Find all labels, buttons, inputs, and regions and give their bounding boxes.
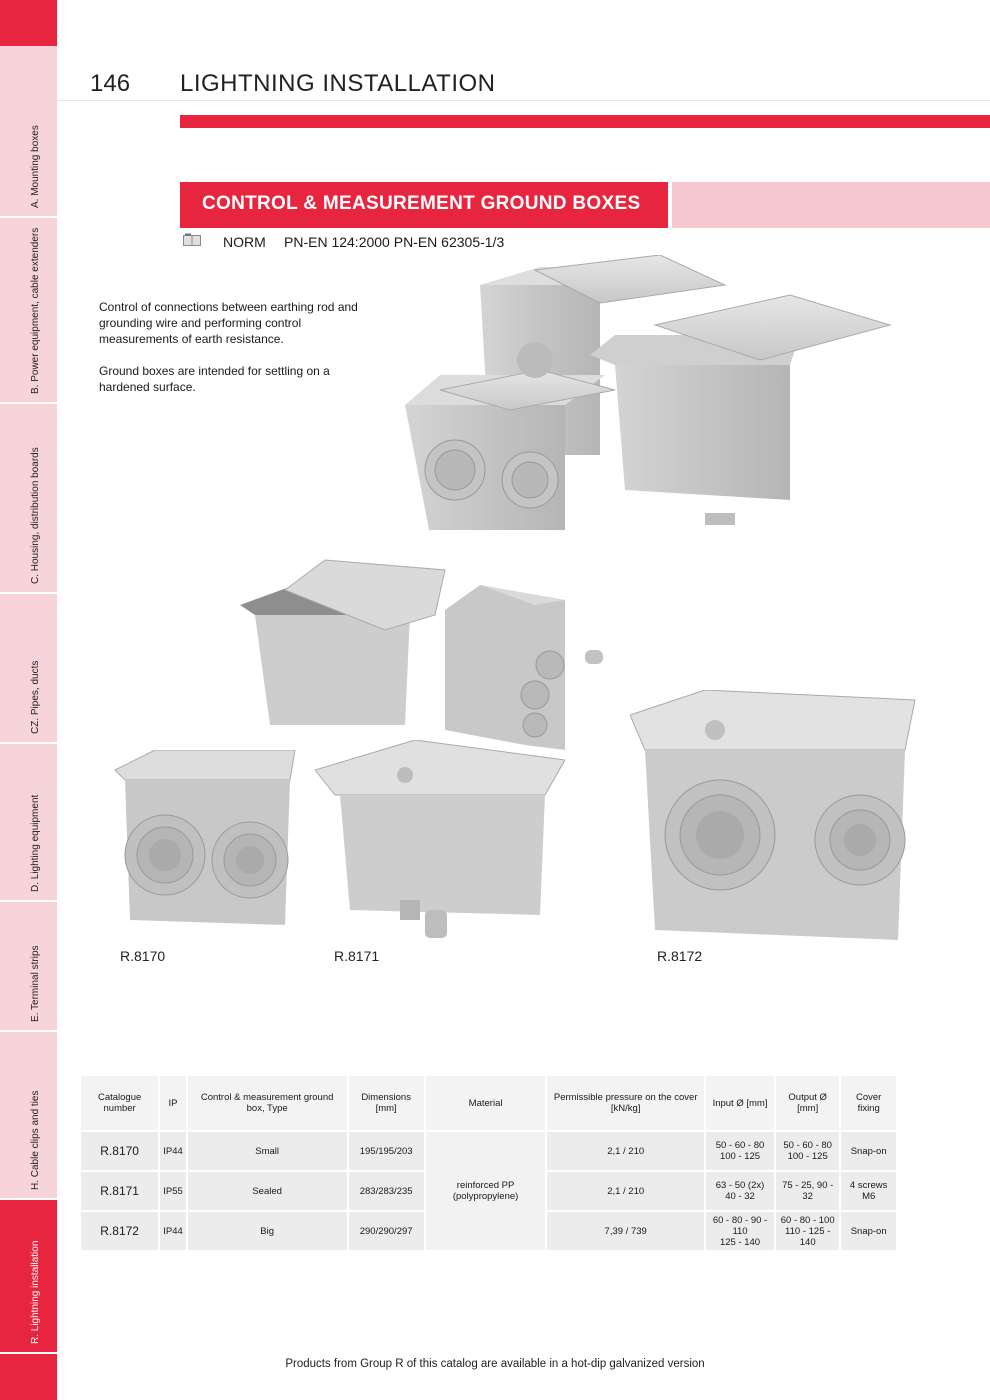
col-header-ip: IP	[160, 1076, 186, 1130]
cell-catalogue: R.8170	[81, 1132, 158, 1170]
product-pair-image	[235, 555, 615, 755]
cell-fixing: Snap-on	[841, 1212, 896, 1250]
col-header-type: Control & measurement ground box, Type	[188, 1076, 347, 1130]
sidebar-tab-cable-clips[interactable]	[0, 1032, 57, 1200]
cell-dimensions: 195/195/203	[349, 1132, 424, 1170]
sidebar-tab-label: CZ. Pipes, ducts	[30, 660, 41, 734]
cell-type: Big	[188, 1212, 347, 1250]
footer-note: Products from Group R of this catalog are available in a hot-dip galvanized version	[285, 1358, 705, 1370]
cell-output: 60 - 80 - 100 110 - 125 - 140	[776, 1212, 839, 1250]
sidebar-top-block	[0, 0, 57, 46]
col-header-input: Input Ø [mm]	[706, 1076, 774, 1130]
sidebar-tab-label: H. Cable clips and ties	[30, 1090, 41, 1190]
col-header-output: Output Ø [mm]	[776, 1076, 839, 1130]
product-image-r8171	[315, 740, 565, 940]
product-image-r8170	[110, 750, 300, 930]
cell-output: 75 - 25, 90 - 32	[776, 1172, 839, 1210]
cell-pressure: 2,1 / 210	[547, 1132, 704, 1170]
sidebar-tab-terminal-strips[interactable]	[0, 902, 57, 1032]
cell-input: 50 - 60 - 80 100 - 125	[706, 1132, 774, 1170]
cell-dimensions: 283/283/235	[349, 1172, 424, 1210]
cell-catalogue: R.8172	[81, 1212, 158, 1250]
cell-catalogue: R.8171	[81, 1172, 158, 1210]
cell-type: Sealed	[188, 1172, 347, 1210]
col-header-pressure: Permissible pressure on the cover [kN/kg]	[547, 1076, 704, 1130]
product-group-image	[400, 255, 900, 530]
sidebar-tab-lighting-equipment[interactable]	[0, 744, 57, 902]
cell-fixing: Snap-on	[841, 1132, 896, 1170]
col-header-catalogue: Catalogue number	[81, 1076, 158, 1130]
product-image-r8172	[630, 690, 920, 945]
sidebar-tab-lightning-installation[interactable]	[0, 1200, 57, 1354]
sidebar-tab-label: B. Power equipment, cable extenders	[30, 227, 41, 394]
cell-ip: IP44	[160, 1132, 186, 1170]
description-paragraph: Control of connections between earthing rod and grounding wire and performing control measurements of earth resistance.	[99, 300, 358, 346]
header-divider	[57, 100, 990, 101]
page-title: LIGHTNING INSTALLATION	[180, 70, 496, 97]
section-banner-extension	[672, 182, 990, 228]
description-paragraph: Ground boxes are intended for settling on a hardened surface.	[99, 364, 330, 394]
sidebar-tab-label: E. Terminal strips	[30, 945, 41, 1022]
cell-output: 50 - 60 - 80 100 - 125	[776, 1132, 839, 1170]
cell-ip: IP44	[160, 1212, 186, 1250]
product-label-r8170: R.8170	[120, 948, 166, 964]
cell-ip: IP55	[160, 1172, 186, 1210]
product-label-r8171: R.8171	[334, 948, 380, 964]
sidebar-tab-label: A. Mounting boxes	[30, 125, 41, 208]
product-label-r8172: R.8172	[657, 948, 703, 964]
cell-pressure: 2,1 / 210	[547, 1172, 704, 1210]
sidebar	[0, 0, 57, 1400]
sidebar-tab-label: R. Lightning installation	[30, 1240, 41, 1344]
cell-fixing: 4 screws M6	[841, 1172, 896, 1210]
cell-dimensions: 290/290/297	[349, 1212, 424, 1250]
spec-table	[79, 1074, 898, 1252]
col-header-material: Material	[426, 1076, 546, 1130]
page-number: 146	[90, 70, 131, 97]
cell-input: 63 - 50 (2x) 40 - 32	[706, 1172, 774, 1210]
sidebar-tab-label: C. Housing, distribution boards	[30, 447, 41, 584]
sidebar-tab-mounting-boxes[interactable]	[0, 46, 57, 218]
table-row	[81, 1132, 896, 1170]
sidebar-tab-pipes[interactable]	[0, 594, 57, 744]
header-red-bar	[180, 115, 990, 128]
col-header-fixing: Cover fixing	[841, 1076, 896, 1130]
sidebar-tab-label: D. Lighting equipment	[30, 794, 41, 892]
cell-type: Small	[188, 1132, 347, 1170]
description	[99, 299, 359, 411]
cell-pressure: 7,39 / 739	[547, 1212, 704, 1250]
section-title: CONTROL & MEASUREMENT GROUND BOXES	[202, 193, 641, 214]
sidebar-tab-power-equipment[interactable]	[0, 218, 57, 404]
col-header-dimensions: Dimensions [mm]	[349, 1076, 424, 1130]
norm-standards: PN-EN 124:2000 PN-EN 62305-1/3	[284, 234, 505, 250]
sidebar-tab-housing[interactable]	[0, 404, 57, 594]
cell-input: 60 - 80 - 90 - 110 125 - 140	[706, 1212, 774, 1250]
cell-material: reinforced PP (polypropylene)	[426, 1132, 546, 1250]
norm-label: NORM	[223, 234, 266, 250]
book-icon	[182, 233, 202, 247]
